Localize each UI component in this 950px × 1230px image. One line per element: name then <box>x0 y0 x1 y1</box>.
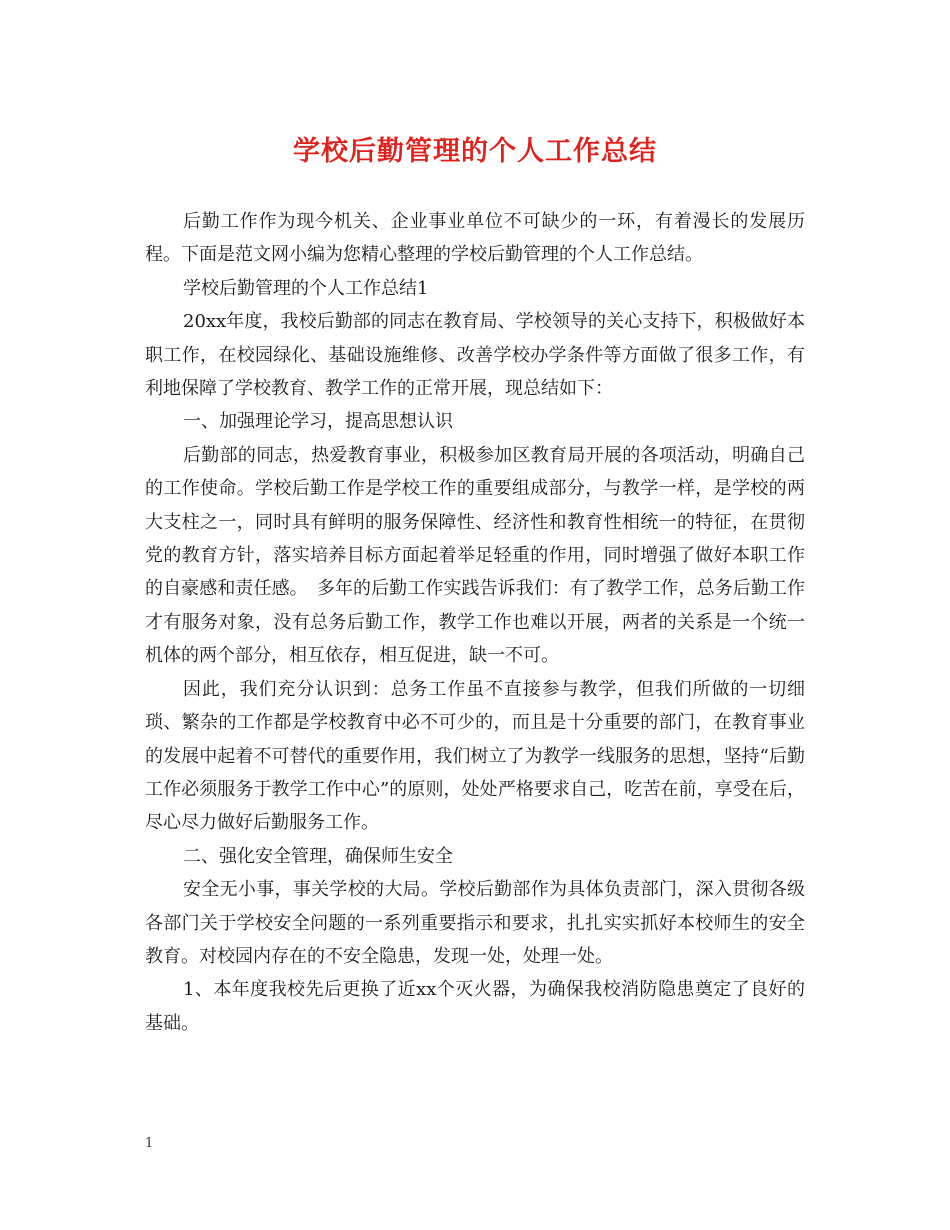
paragraph-section-1a: 后勤部的同志，热爱教育事业，积极参加区教育局开展的各项活动，明确自己的工作使命。学校后勤工作是学校工作的重要组成部分，与教学一样，是学校的两大支柱之一，同时具有鲜明的服务保障性、经济性和教育性相统一的特征，在贯彻党的教育方针，落实培养目标方面起着举足轻重的作用，同时增强了做好本职工作的自豪感和责任感。 多年的后勤工作实践告诉我们：有了教学工作，总务后勤工作才有服务对象，没有总务后勤工作，教学工作也难以开展，两者的关系是一个统一机体的两个部分，相互依存，相互促进，缺一不可。 <box>145 444 805 667</box>
paragraph-overview: 20xx年度，我校后勤部的同志在教育局、学校领导的关心支持下，积极做好本职工作，在校园绿化、基础设施维修、改善学校办学条件等方面做了很多工作，有利地保障了学校教育、教学工作的正常开展，现总结如下： <box>145 311 805 400</box>
paragraph-intro: 后勤工作作为现今机关、企业事业单位不可缺少的一环，有着漫长的发展历程。下面是范文网小编为您精心整理的学校后勤管理的个人工作总结。 <box>145 211 805 266</box>
document-body <box>145 205 805 1040</box>
paragraph-section-1b: 因此，我们充分认识到：总务工作虽不直接参与教学，但我们所做的一切细琐、繁杂的工作都是学校教育中必不可少的，而且是十分重要的部门，在教育事业的发展中起着不可替代的重要作用，我们树立了为教学一线服务的思想，坚持“后勤工作必须服务于教学工作中心”的原则，处处严格要求自己，吃苦在前，享受在后，尽心尽力做好后勤服务工作。 <box>145 678 805 834</box>
section-heading-2: 二、强化安全管理，确保师生安全 <box>183 845 453 867</box>
paragraph-section-2b: 1、本年度我校先后更换了近xx个灭火器，为确保我校消防隐患奠定了良好的基础。 <box>145 979 805 1034</box>
page-number: 1 <box>145 1136 154 1151</box>
page-title: 学校后勤管理的个人工作总结 <box>293 136 657 167</box>
section-heading-1: 一、加强理论学习，提高思想认识 <box>183 411 453 433</box>
paragraph-subtitle: 学校后勤管理的个人工作总结1 <box>183 277 429 299</box>
paragraph-section-2a: 安全无小事，事关学校的大局。学校后勤部作为具体负责部门，深入贯彻各级各部门关于学校安全问题的一系列重要指示和要求，扎扎实实抓好本校师生的安全教育。对校园内存在的不安全隐患，发现一处，处理一处。 <box>145 879 805 967</box>
